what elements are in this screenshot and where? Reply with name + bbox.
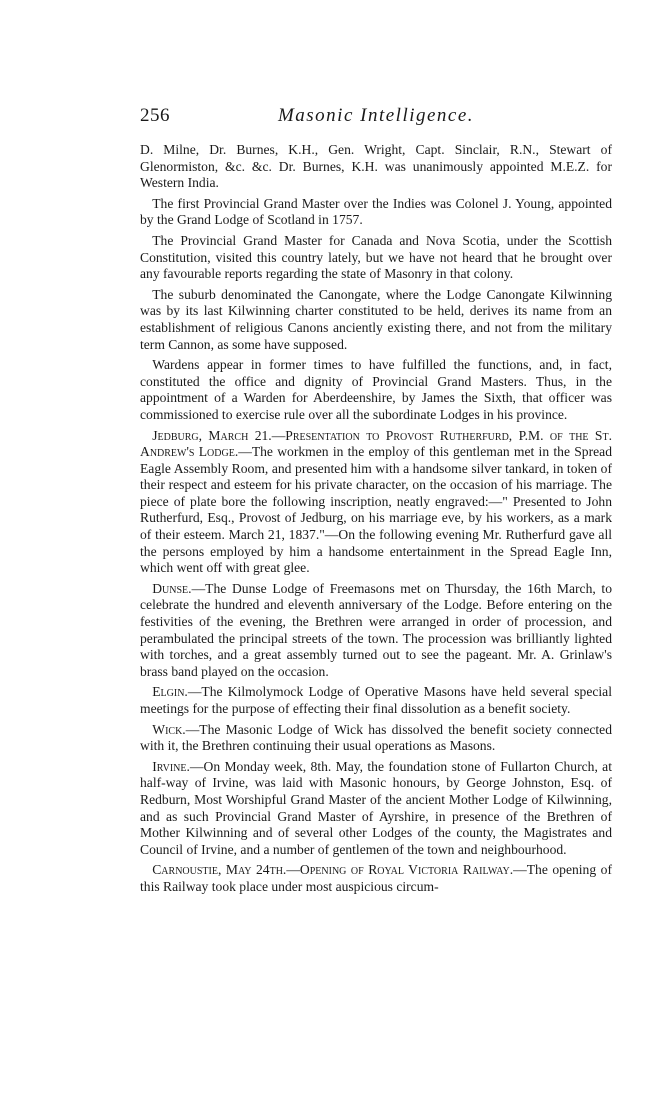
news-item-jedburg — [140, 428, 612, 577]
news-text: —On Monday week, 8th. May, the foundation stone of Fullarton Church, at half-way of Irvine, was laid with Masonic honours, by George Johnston, Esq. of Redburn, Most Worshipful Grand Master of the ancient Mother Lodge of Kilwinning, and as such Provincial Grand Master of Ayrshire, in presence of the Brethren of Mother Kilwinning and of several other Lodges of the county, the Magistrates and Council of Irvine, and a number of gentlemen of the town and neighbourhood. — [140, 758, 612, 857]
news-text: —The Masonic Lodge of Wick has dissolved the benefit society connected with it, the Brethren continuing their usual operations as Masons. — [140, 721, 612, 754]
paragraph-text: The first Provincial Grand Master over the Indies was Colonel J. Young, appointed by the Grand Lodge of Scotland in 1757. — [140, 195, 612, 228]
news-item-elgin — [140, 684, 612, 717]
news-text: —The Kilmolymock Lodge of Operative Masons have held several special meetings for the purpose of effecting their final dissolution as a benefit society. — [140, 684, 612, 716]
news-item-wick — [140, 722, 612, 755]
news-heading: Carnoustie, May 24th.—Opening of Royal Victoria Railway. — [152, 862, 514, 878]
book-page — [140, 105, 612, 900]
page-header — [140, 105, 612, 142]
news-heading: Irvine. — [152, 758, 190, 774]
news-heading: Wick. — [152, 721, 186, 737]
news-item-irvine — [140, 759, 612, 859]
news-text: —The workmen in the employ of this gentleman met in the Spread Eagle Assembly Room, and presented him with a handsome silver tankard, in token of their respect and esteem for his private character, on the occasion of his marriage. The piece of plate bore the following inscription, neatly engraved:—" Presented to John Rutherfurd, Esq., Provost of Jedburg, on his marriage eve, by his workers, as a mark of their esteem. March 21, 1837."—On the following evening Mr. Rutherfurd gave all the persons employed by him a handsome entertainment in the Spread Eagle Inn, which went off with great glee. — [140, 444, 612, 576]
news-text: —The Dunse Lodge of Freemasons met on Thursday, the 16th March, to celebrate the hundred and eleventh anniversary of the Lodge. Before entering on the festivities of the evening, the Brethren were arranged in order of procession, and perambulated the principal streets of the town. The procession was brilliantly lighted with torches, and a great assembly turned out to see the pageant. Mr. A. Grinlaw's brass band played on the occasion. — [140, 580, 612, 679]
paragraph — [140, 142, 612, 192]
news-text: —The opening of this Railway took place under most auspicious circum- — [140, 862, 612, 894]
news-heading: Dunse. — [152, 580, 192, 596]
paragraph-text: Wardens appear in former times to have fulfilled the functions, and, in fact, constituted the office and dignity of Provincial Grand Masters. Thus, in the appointment of a Warden for Aberdeenshire, by James the Sixth, that officer was commissioned to exercise rule over all the subordinate Lodges in his province. — [140, 357, 612, 422]
news-heading: Elgin. — [152, 684, 188, 700]
paragraph — [140, 357, 612, 423]
news-item-carnoustie — [140, 862, 612, 895]
paragraph — [140, 196, 612, 229]
news-heading: Jedburg, March 21.—Presentation to Provost Rutherfurd, P.M. of the St. Andrew's Lodge. — [140, 427, 612, 460]
page-number: 256 — [140, 105, 170, 126]
paragraph-text: The Provincial Grand Master for Canada and Nova Scotia, under the Scottish Constitution, visited this country lately, but we have not heard that he brought over any favourable reports regarding the state of Masonry in that colony. — [140, 232, 612, 282]
paragraph — [140, 233, 612, 283]
paragraph-text: D. Milne, Dr. Burnes, K.H., Gen. Wright, Capt. Sinclair, R.N., Stewart of Glenormiston, &c. &c. Dr. Burnes, K.H. was unanimously appointed M.E.Z. for Western India. — [140, 142, 612, 191]
news-item-dunse — [140, 581, 612, 681]
paragraph — [140, 287, 612, 353]
paragraph-text: The suburb denominated the Canongate, where the Lodge Canongate Kilwinning was by its last Kilwinning charter constituted to be held, derives its name from an establishment of religious Canons anciently existing there, and not from the military term Cannon, as some have supposed. — [140, 286, 612, 352]
running-head: Masonic Intelligence. — [277, 105, 475, 126]
